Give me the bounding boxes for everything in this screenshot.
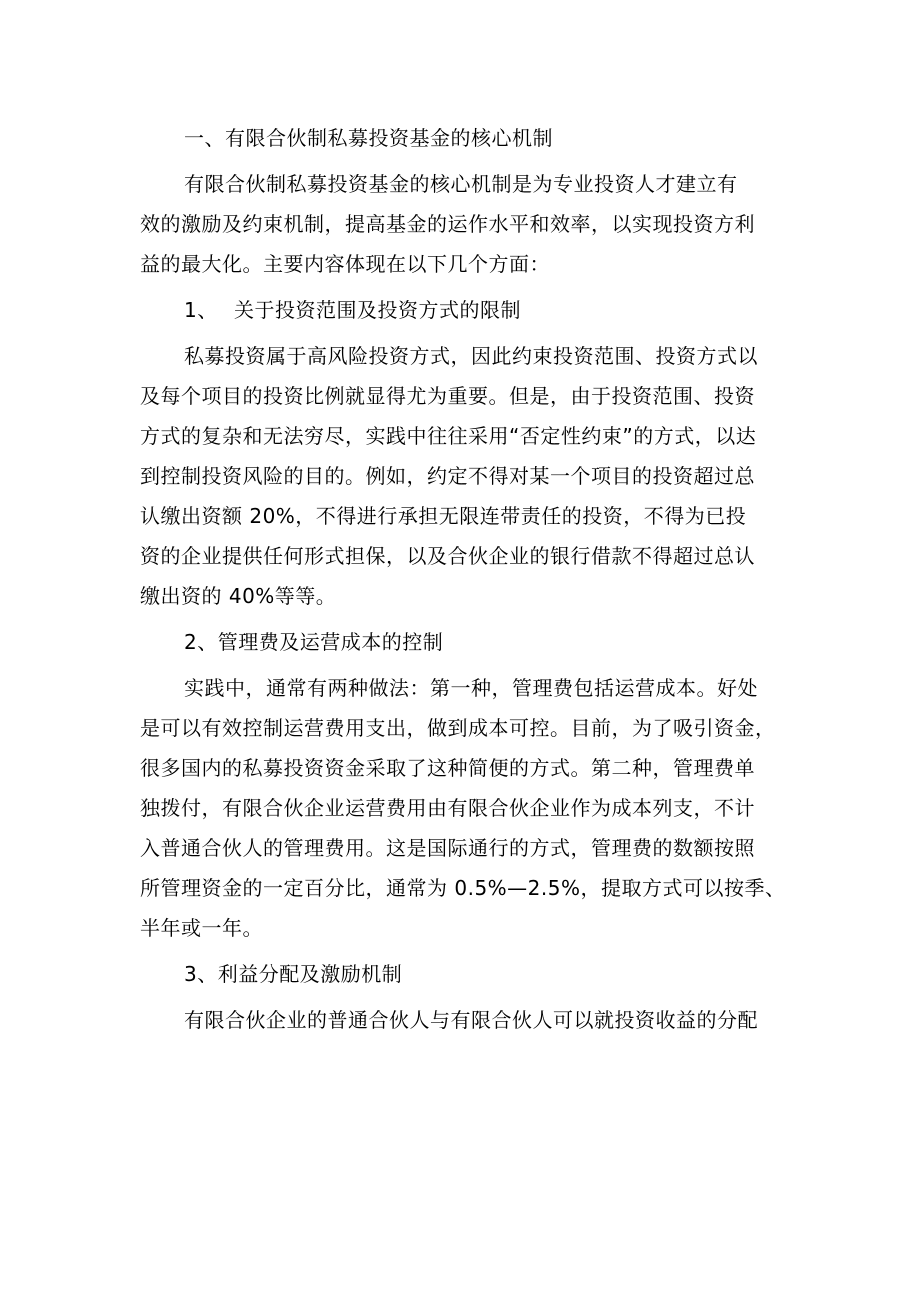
item1-paragraph [140,336,790,616]
intro-paragraph [140,164,790,284]
item3-heading: 3、利益分配及激励机制 [184,962,403,986]
paragraph-line: 及每个项目的投资比例就显得尤为重要。但是，由于投资范围、投资 [140,384,755,408]
paragraph-line: 认缴出资额 20%，不得进行承担无限连带责任的投资，不得为已投 [140,504,747,528]
paragraph-line: 缴出资的 40%等等。 [140,584,337,608]
item3-paragraph [140,1000,790,1040]
paragraph-line: 效的激励及约束机制，提高基金的运作水平和效率，以实现投资方利 [140,212,755,236]
paragraph-line: 有限合伙制私募投资基金的核心机制是为专业投资人才建立有 [184,172,738,196]
paragraph-line: 私募投资属于高风险投资方式，因此约束投资范围、投资方式以 [184,344,758,368]
item2-heading: 2、管理费及运营成本的控制 [184,630,444,654]
paragraph-line: 独拨付，有限合伙企业运营费用由有限合伙企业作为成本列支，不计 [140,796,755,820]
paragraph-line: 是可以有效控制运营费用支出，做到成本可控。目前，为了吸引资金， [140,716,776,740]
paragraph-line: 实践中，通常有两种做法：第一种，管理费包括运营成本。好处 [184,676,758,700]
paragraph-line: 到控制投资风险的目的。例如，约定不得对某一个项目的投资超过总 [140,464,755,488]
item2-paragraph [140,668,790,948]
paragraph-line: 很多国内的私募投资资金采取了这种简便的方式。第二种，管理费单 [140,756,755,780]
document-page [140,118,790,1040]
paragraph-line: 半年或一年。 [140,916,263,940]
item1-title: 关于投资范围及投资方式的限制 [234,298,521,322]
paragraph-line: 有限合伙企业的普通合伙人与有限合伙人可以就投资收益的分配 [184,1008,758,1032]
paragraph-line: 益的最大化。主要内容体现在以下几个方面： [140,252,550,276]
paragraph-line: 方式的复杂和无法穷尽，实践中往往采用“否定性约束”的方式，以达 [140,424,757,448]
item1-heading [140,290,790,330]
paragraph-line: 资的企业提供任何形式担保，以及合伙企业的银行借款不得超过总认 [140,544,755,568]
paragraph-line: 所管理资金的一定百分比，通常为 0.5%—2.5%，提取方式可以按季、 [140,876,786,900]
paragraph-line: 入普通合伙人的管理费用。这是国际通行的方式，管理费的数额按照 [140,836,755,860]
item1-number: 1、 [184,298,218,322]
section-title: 一、有限合伙制私募投资基金的核心机制 [184,126,553,150]
